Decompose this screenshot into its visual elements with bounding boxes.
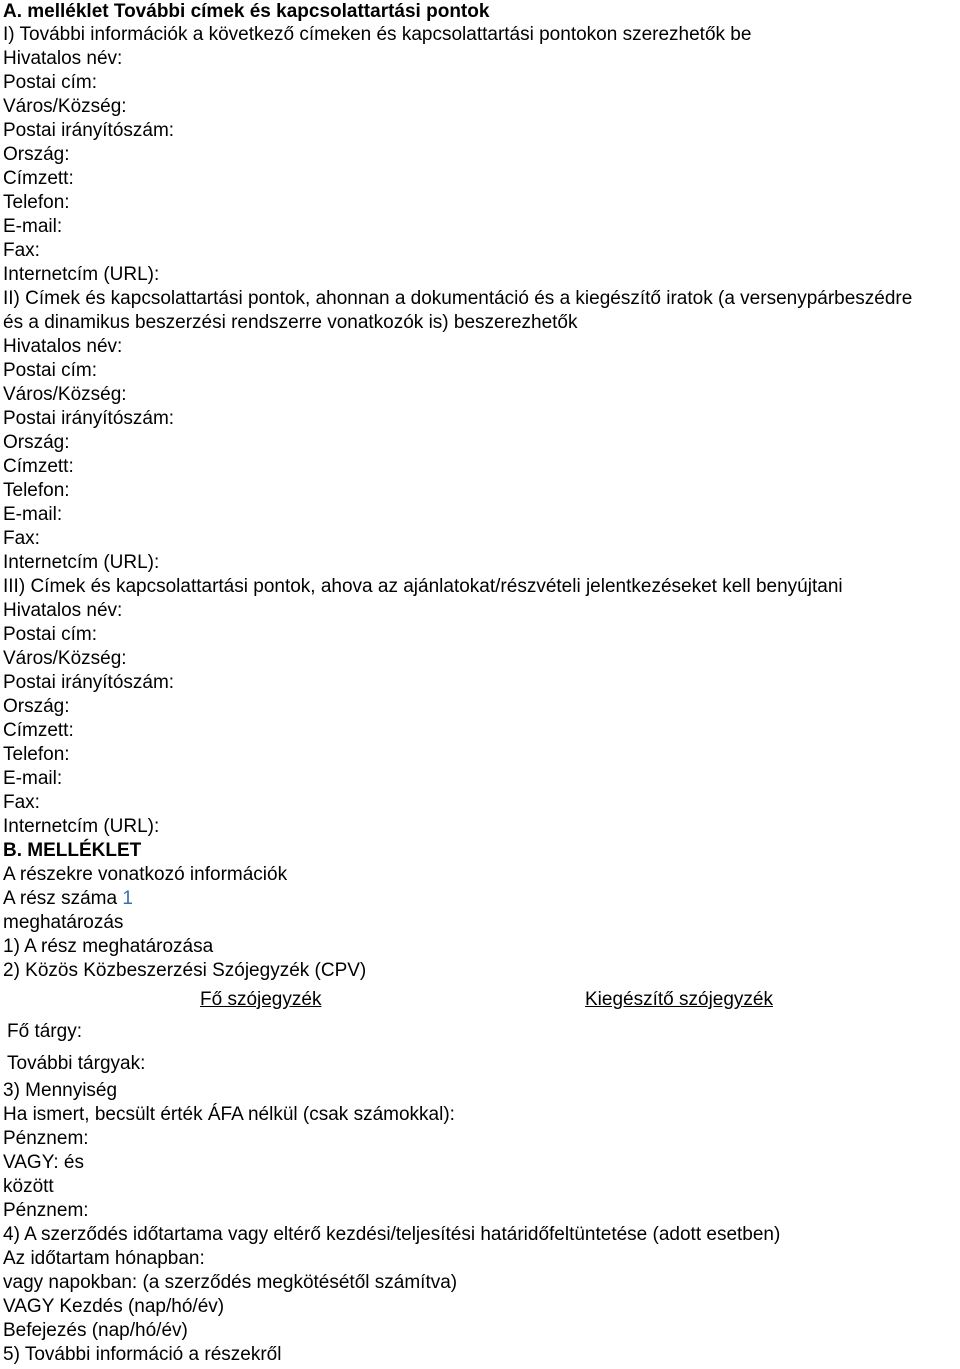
s2-field-official-name: Hivatalos név: bbox=[3, 336, 123, 357]
between-label: között bbox=[3, 1176, 54, 1197]
annex-a-title: A. melléklet További címek és kapcsolattartási pontok bbox=[3, 1, 490, 22]
annex-b-subtitle: A részekre vonatkozó információk bbox=[3, 864, 288, 885]
s1-field-country: Ország: bbox=[3, 144, 70, 165]
s3-field-attention: Címzett: bbox=[3, 720, 74, 741]
duration-months-label: Az időtartam hónapban: bbox=[3, 1248, 205, 1269]
s1-field-fax: Fax: bbox=[3, 240, 40, 261]
s1-field-telephone: Telefon: bbox=[3, 192, 70, 213]
section-2-heading-line-2: és a dinamikus beszerzési rendszerre vonatkozók is) beszerezhetők bbox=[3, 312, 578, 333]
estimated-value-label: Ha ismert, becsült érték ÁFA nélkül (csak számokkal): bbox=[3, 1104, 455, 1125]
s1-field-city: Város/Község: bbox=[3, 96, 127, 117]
item-4-heading: 4) A szerződés időtartama vagy eltérő kezdési/teljesítési határidőfeltüntetése (adott esetben) bbox=[3, 1224, 781, 1245]
s1-field-attention: Címzett: bbox=[3, 168, 74, 189]
s2-field-country: Ország: bbox=[3, 432, 70, 453]
part-number-label: A rész száma bbox=[3, 888, 123, 909]
s1-field-email: E-mail: bbox=[3, 216, 63, 237]
part-number-line bbox=[3, 887, 133, 911]
s3-field-postal-code: Postai irányítószám: bbox=[3, 672, 175, 693]
cpv-col-supplementary-vocabulary: Kiegészítő szójegyzék bbox=[585, 989, 773, 1010]
s3-field-country: Ország: bbox=[3, 696, 70, 717]
annex-b-title: B. MELLÉKLET bbox=[3, 840, 142, 861]
item-3-heading: 3) Mennyiség bbox=[3, 1080, 118, 1101]
s3-field-city: Város/Község: bbox=[3, 648, 127, 669]
s2-field-telephone: Telefon: bbox=[3, 480, 70, 501]
cpv-row-main-object: Fő tárgy: bbox=[7, 1021, 82, 1042]
currency-label-1: Pénznem: bbox=[3, 1128, 89, 1149]
cpv-col-main-vocabulary: Fő szójegyzék bbox=[200, 989, 322, 1010]
cpv-row-additional-objects: További tárgyak: bbox=[7, 1053, 146, 1074]
s2-field-email: E-mail: bbox=[3, 504, 63, 525]
s3-field-fax: Fax: bbox=[3, 792, 40, 813]
item-5-heading: 5) További információ a részekről bbox=[3, 1344, 282, 1365]
s3-field-url: Internetcím (URL): bbox=[3, 816, 160, 837]
s3-field-telephone: Telefon: bbox=[3, 744, 70, 765]
s1-field-official-name: Hivatalos név: bbox=[3, 48, 123, 69]
item-2-heading: 2) Közös Közbeszerzési Szójegyzék (CPV) bbox=[3, 960, 367, 981]
item-1-heading: 1) A rész meghatározása bbox=[3, 936, 214, 957]
end-date-label: Befejezés (nap/hó/év) bbox=[3, 1320, 188, 1341]
currency-label-2: Pénznem: bbox=[3, 1200, 89, 1221]
start-date-label: VAGY Kezdés (nap/hó/év) bbox=[3, 1296, 225, 1317]
s2-field-attention: Címzett: bbox=[3, 456, 74, 477]
s2-field-postal-address: Postai cím: bbox=[3, 360, 97, 381]
s3-field-postal-address: Postai cím: bbox=[3, 624, 97, 645]
section-3-heading: III) Címek és kapcsolattartási pontok, ahova az ajánlatokat/részvételi jelentkezéseket kell benyújtani bbox=[3, 576, 843, 597]
s2-field-city: Város/Község: bbox=[3, 384, 127, 405]
s3-field-official-name: Hivatalos név: bbox=[3, 600, 123, 621]
duration-days-label: vagy napokban: (a szerződés megkötésétől számítva) bbox=[3, 1272, 458, 1293]
s1-field-postal-code: Postai irányítószám: bbox=[3, 120, 175, 141]
definition-word: meghatározás bbox=[3, 912, 124, 933]
section-1-heading: I) További információk a következő címeken és kapcsolattartási pontokon szerezhetők be bbox=[3, 24, 752, 45]
section-2-heading-line-1: II) Címek és kapcsolattartási pontok, ahonnan a dokumentáció és a kiegészítő iratok (a versenypárbeszédre bbox=[3, 288, 913, 309]
s2-field-url: Internetcím (URL): bbox=[3, 552, 160, 573]
s3-field-email: E-mail: bbox=[3, 768, 63, 789]
s2-field-fax: Fax: bbox=[3, 528, 40, 549]
s1-field-url: Internetcím (URL): bbox=[3, 264, 160, 285]
s1-field-postal-address: Postai cím: bbox=[3, 72, 97, 93]
or-and-label: VAGY: és bbox=[3, 1152, 84, 1173]
part-number-value: 1 bbox=[122, 888, 133, 909]
s2-field-postal-code: Postai irányítószám: bbox=[3, 408, 175, 429]
